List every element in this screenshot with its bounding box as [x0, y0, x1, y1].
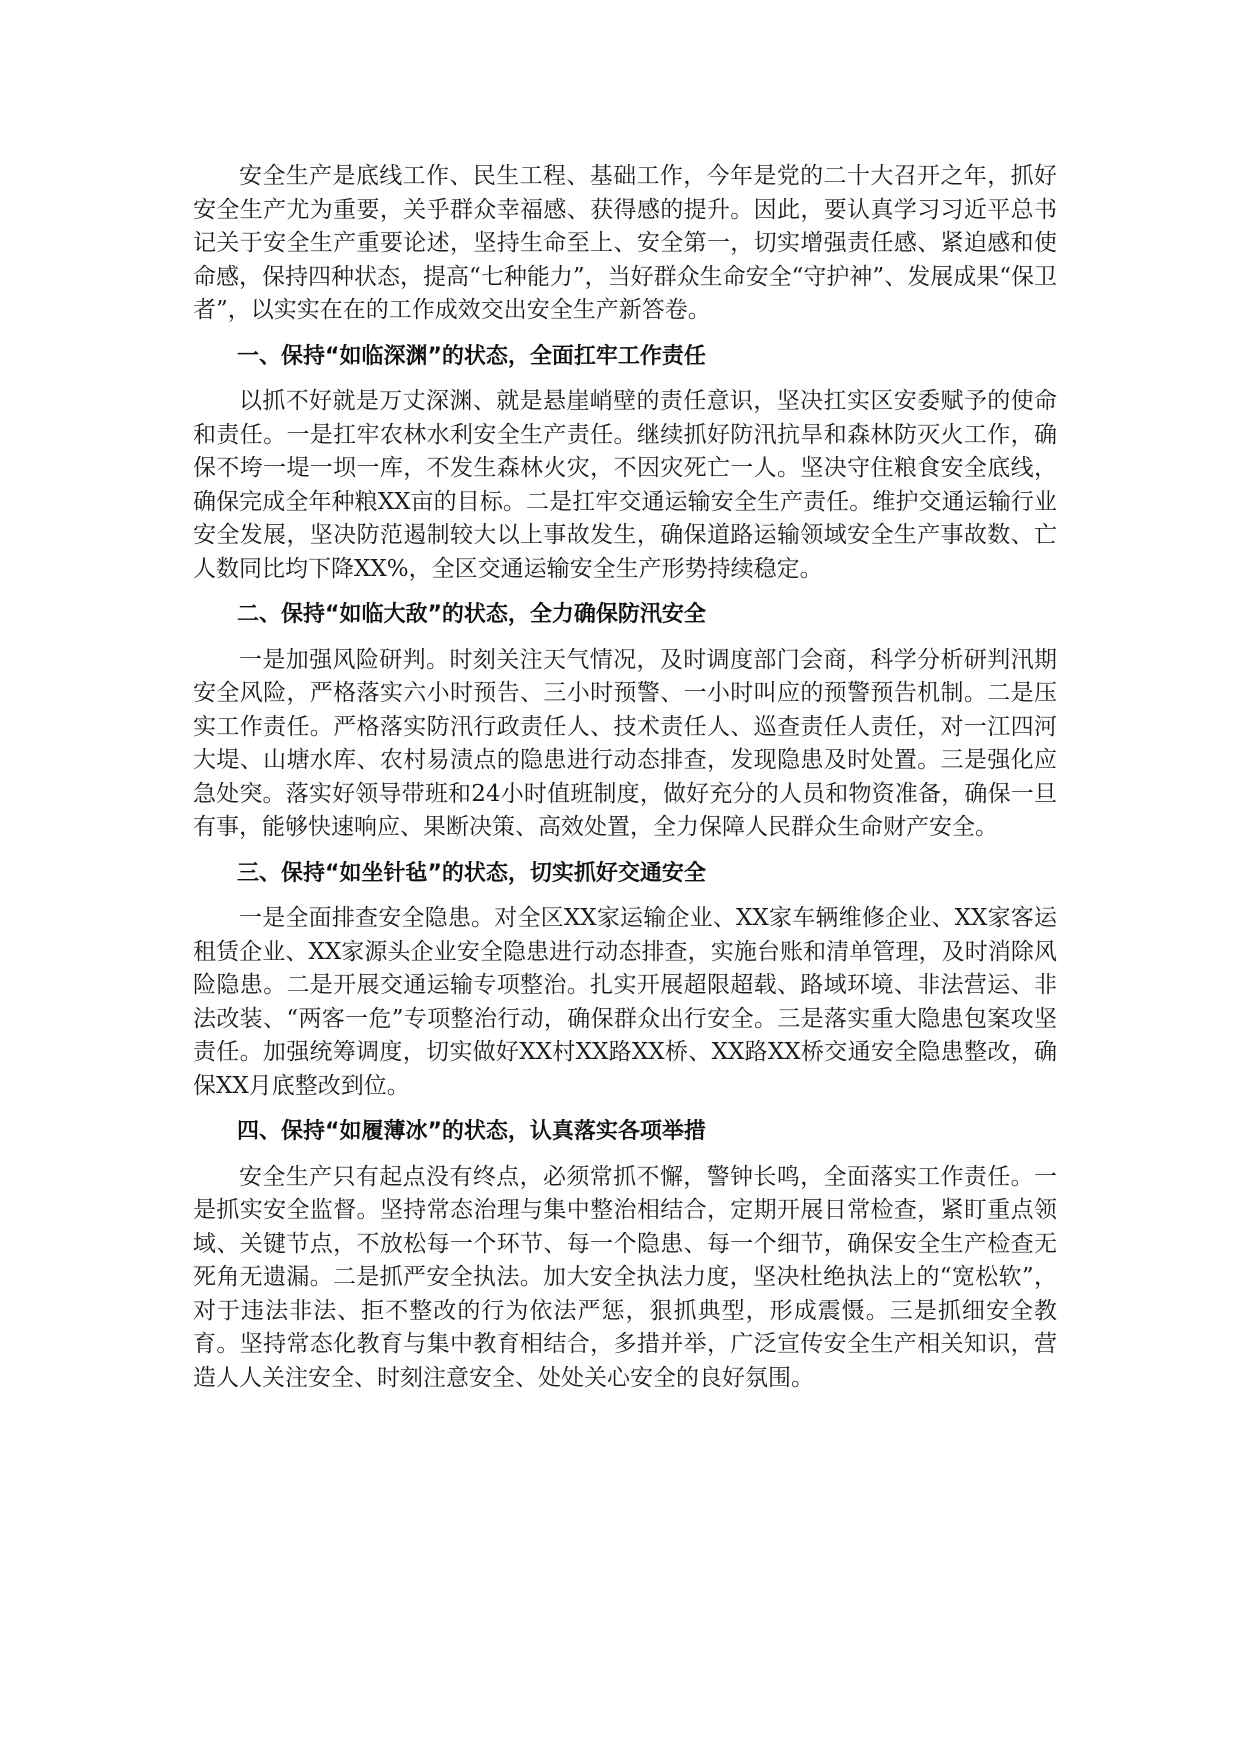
section-3-heading: 三、保持“如坐针毡”的状态，切实抓好交通安全	[237, 860, 706, 886]
document-page	[193, 160, 1057, 1395]
section-1-heading: 一、保持“如临深渊”的状态，全面扛牢工作责任	[237, 343, 706, 369]
intro-paragraph: 安全生产是底线工作、民生工程、基础工作，今年是党的二十大召开之年，抓好安全生产尤为重要，关乎群众幸福感、获得感的提升。因此，要认真学习习近平总书记关于安全生产重要论述，坚持生命至上、安全第一，切实增强责任感、紧迫感和使命感，保持四种状态，提高“七种能力”，当好群众生命安全“守护神”、发展成果“保卫者”，以实实在在的工作成效交出安全生产新答卷。	[193, 163, 1057, 323]
section-4-heading: 四、保持“如履薄冰”的状态，认真落实各项举措	[237, 1119, 706, 1144]
section-1-body: 以抓不好就是万丈深渊、就是悬崖峭壁的责任意识，坚决扛实区安委赋予的使命和责任。一是扛牢农林水利安全生产责任。继续抓好防汛抗旱和森林防灭火工作，确保不垮一堤一坝一库，不发生森林火灾，不因灾死亡一人。坚决守住粮食安全底线，确保完成全年种粮XX亩的目标。二是扛牢交通运输安全生产责任。维护交通运输行业安全发展，坚决防范遏制较大以上事故发生，确保道路运输领域安全生产事故数、亡人数同比均下降XX%，全区交通运输安全生产形势持续稳定。	[193, 388, 1057, 582]
section-2-heading: 二、保持“如临大敌”的状态，全力确保防汛安全	[237, 602, 706, 627]
section-3-body: 一是全面排查安全隐患。对全区XX家运输企业、XX家车辆维修企业、XX家客运租赁企业、XX家源头企业安全隐患进行动态排查，实施台账和清单管理，及时消除风险隐患。二是开展交通运输专项整治。扎实开展超限超载、路域环境、非法营运、非法改装、“两客一危”专项整治行动，确保群众出行安全。三是落实重大隐患包案攻坚责任。加强统筹调度，切实做好XX村XX路XX桥、XX路XX桥交通安全隐患整改，确保XX月底整改到位。	[193, 905, 1057, 1099]
section-2-body: 一是加强风险研判。时刻关注天气情况，及时调度部门会商，科学分析研判汛期安全风险，严格落实六小时预告、三小时预警、一小时叫应的预警预告机制。二是压实工作责任。严格落实防汛行政责任人、技术责任人、巡查责任人责任，对一江四河大堤、山塘水库、农村易渍点的隐患进行动态排查，发现隐患及时处置。三是强化应急处突。落实好领导带班和24小时值班制度，做好充分的人员和物资准备，确保一旦有事，能够快速响应、果断决策、高效处置，全力保障人民群众生命财产安全。	[193, 646, 1057, 840]
section-4-body: 安全生产只有起点没有终点，必须常抓不懈，警钟长鸣，全面落实工作责任。一是抓实安全监督。坚持常态治理与集中整治相结合，定期开展日常检查，紧盯重点领域、关键节点，不放松每一个环节、每一个隐患、每一个细节，确保安全生产检查无死角无遗漏。二是抓严安全执法。加大安全执法力度，坚决杜绝执法上的“宽松软”，对于违法非法、拒不整改的行为依法严惩，狠抓典型，形成震慑。三是抓细安全教育。坚持常态化教育与集中教育相结合，多措并举，广泛宣传安全生产相关知识，营造人人关注安全、时刻注意安全、处处关心安全的良好氛围。	[193, 1163, 1057, 1391]
